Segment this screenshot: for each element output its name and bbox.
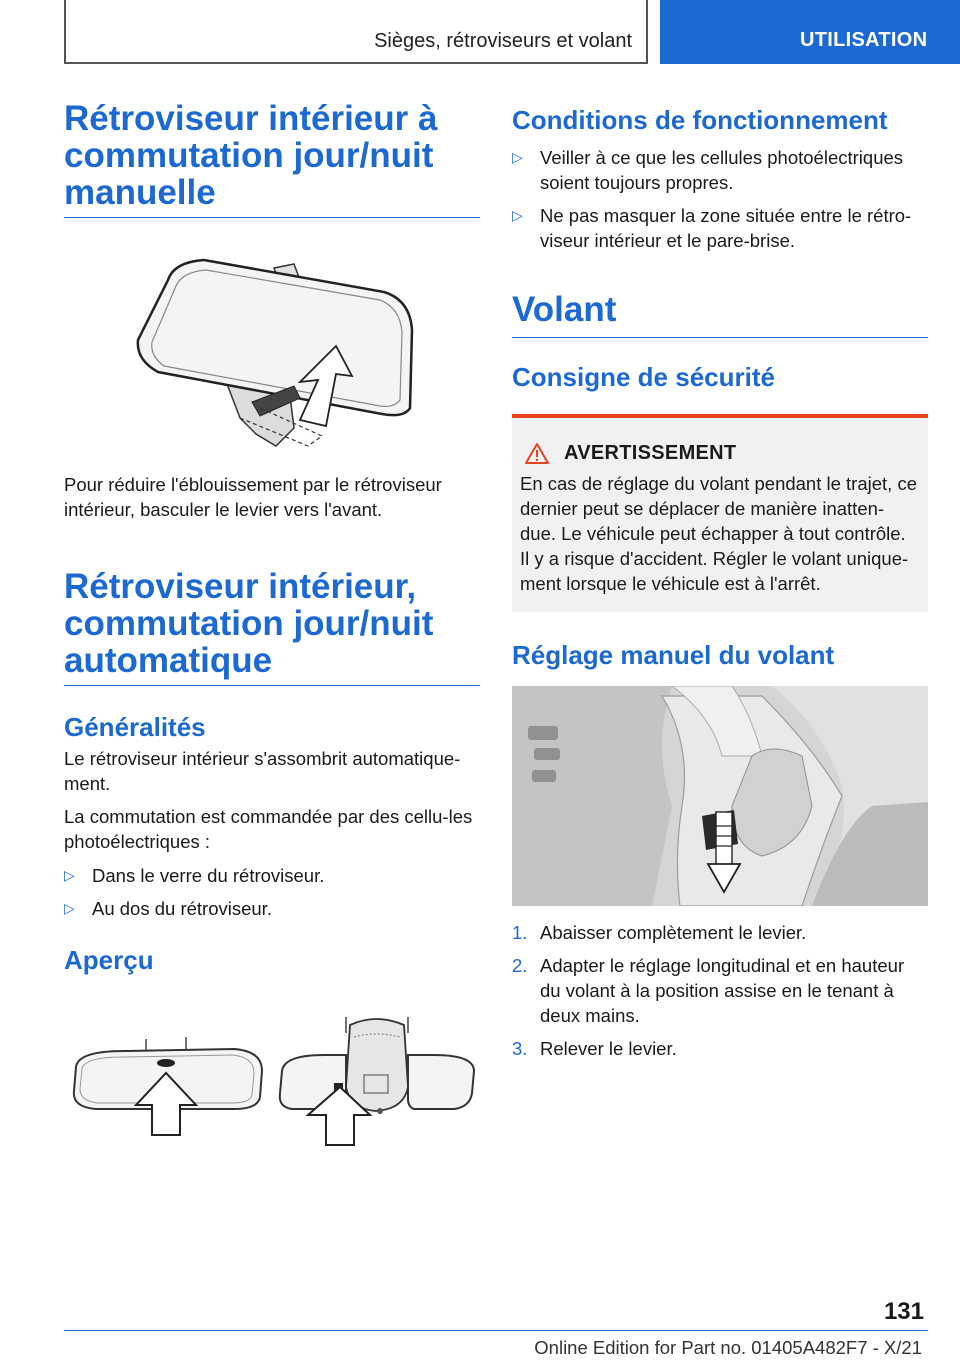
paragraph-general-2: La commutation est commandée par des cellu-les photoélectriques : [64,806,473,852]
warning-label: AVERTISSEMENT [564,442,737,464]
page-number: 131 [883,1298,924,1325]
steering-lever-illustration [512,686,928,906]
step-number: 1. [512,922,528,943]
conditions-list [512,145,928,253]
warning-triangle-icon [524,442,550,465]
triangle-bullet-icon: ▷ [512,207,523,223]
manual-mirror-illustration [64,240,480,454]
list-item: 1. Abaisser complètement le levier. [512,922,807,943]
paragraph-general-1: Le rétroviseur intérieur s'assombrit automatique-ment. [64,748,461,794]
heading-safety: Consigne de sécurité [512,362,775,392]
heading-manual-steering: Réglage manuel du volant [512,640,835,670]
paragraph-manual-mirror: Pour réduire l'éblouissement par le rétroviseur intérieur, basculer le levier vers l'avant. [64,474,442,520]
footer-edition: Online Edition for Part no. 01405A482F7 - X/21 [534,1337,922,1358]
step-number: 3. [512,1038,528,1059]
chapter-tab-label: UTILISATION [800,29,928,51]
left-column [64,100,480,1151]
heading-auto-mirror: Rétroviseur intérieur, commutation jour/nuit automatique [64,568,480,686]
steps-list [512,920,928,1061]
list-item: ▷ Veiller à ce que les cellules photoélectriques soient toujours propres. [512,147,904,193]
list-item: 3. Relever le levier. [512,1038,677,1059]
list-item: ▷ Au dos du rétroviseur. [64,898,272,919]
heading-overview: Aperçu [64,945,154,975]
list-item: ▷ Dans le verre du rétroviseur. [64,865,325,886]
sensor-list [64,863,480,921]
step-number: 2. [512,955,528,976]
triangle-bullet-icon: ▷ [64,900,75,916]
triangle-bullet-icon: ▷ [512,149,523,165]
auto-mirror-overview-illustration [64,1011,480,1151]
warning-text: En cas de réglage du volant pendant le trajet, ce dernier peut se déplacer de manière inatten-due. Le véhicule peut échapper à tout contrôle. Il y a risque d'accident. Régler le volant unique-ment lorsque le véhicule est à l'arrêt. [520,473,917,594]
section-title: Sièges, rétroviseurs et volant [374,30,632,52]
heading-conditions: Conditions de fonctionnement [512,105,888,135]
heading-volant: Volant [512,291,928,338]
right-column [512,100,928,1061]
heading-generalities: Généralités [64,712,206,742]
chapter-tab[interactable] [660,0,960,64]
list-item: 2. Adapter le réglage longitudinal et en hauteur du volant à la position assise en le tenant à deux mains. [512,955,905,1026]
triangle-bullet-icon: ▷ [64,867,75,883]
header-section-box [64,0,648,64]
footer-divider [64,1330,928,1331]
warning-header [520,442,920,465]
list-item: ▷ Ne pas masquer la zone située entre le rétro-viseur intérieur et le pare-brise. [512,205,912,251]
heading-manual-mirror: Rétroviseur intérieur à commutation jour/nuit manuelle [64,100,480,218]
warning-box [512,414,928,612]
